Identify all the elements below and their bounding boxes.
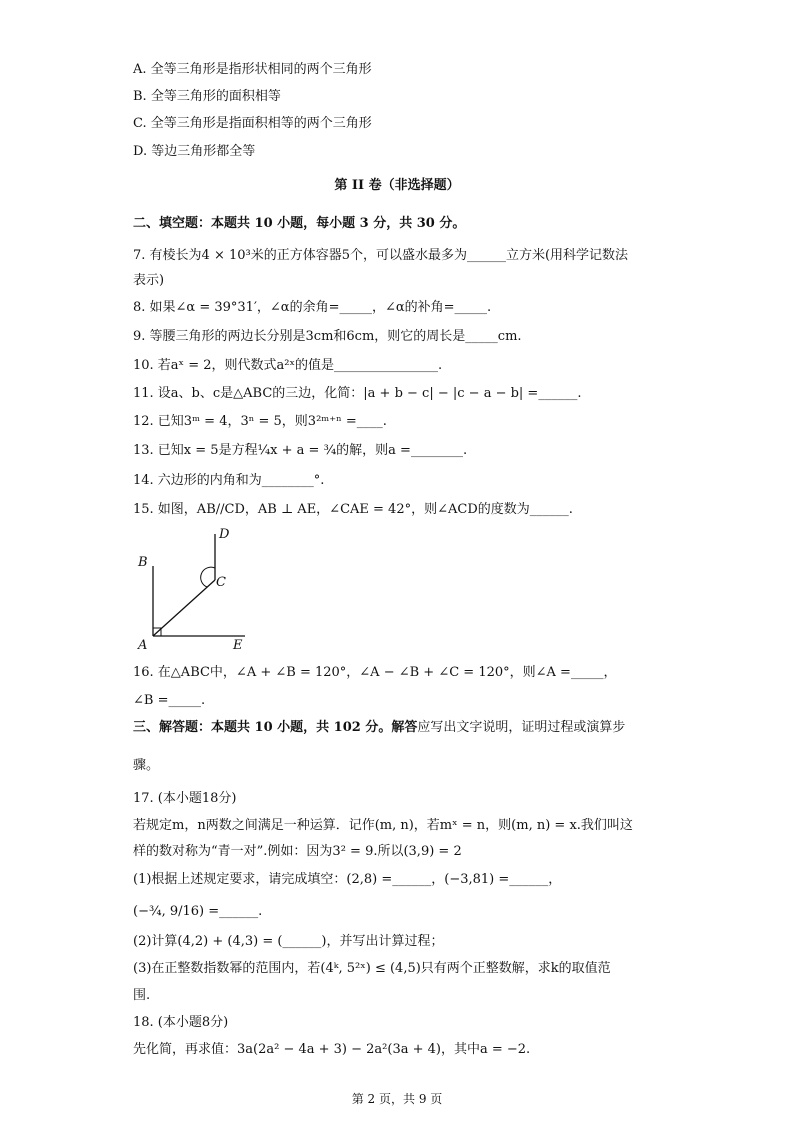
answer-section-header-line2: 骤。	[133, 758, 160, 773]
question-7-line2: 表示)	[133, 273, 165, 288]
segment-ac	[153, 580, 215, 636]
question-16-line2: ∠B =_____.	[133, 693, 206, 708]
question-12: 12. 已知3ᵐ = 4，3ⁿ = 5，则3²ᵐ⁺ⁿ =____.	[133, 414, 387, 429]
question-17-part3-line1: (3)在正整数指数幂的范围内，若(4ᵏ, 5²ˣ) ≤ (4,5)只有两个正整数解，求k的取值范	[133, 961, 611, 976]
page-footer: 第 2 页，共 9 页	[351, 1092, 443, 1106]
option-b: B. 全等三角形的面积相等	[133, 89, 281, 104]
question-11: 11. 设a、b、c是△ABC的三边，化简：|a + b − c| − |c − a − b| =______.	[133, 386, 582, 401]
fill-in-header: 二、填空题：本题共 10 小题，每小题 3 分，共 30 分。	[133, 216, 466, 231]
question-17-line2: 样的数对称为“青一对”.例如：因为3² = 9.所以(3,9) = 2	[133, 844, 462, 859]
option-d: D. 等边三角形都全等	[133, 144, 256, 159]
geometry-figure	[133, 528, 263, 654]
label-a: A	[138, 638, 148, 653]
question-17-part1: (1)根据上述规定要求，请完成填空：(2,8) =______，(−3,81) =______，	[133, 872, 562, 887]
question-18-title: 18. (本小题8分)	[133, 1015, 229, 1030]
question-13: 13. 已知x = 5是方程¼x + a = ¾的解，则a =________.	[133, 443, 468, 458]
question-17-part2: (2)计算(4,2) + (4,3) = (______)，并写出计算过程；	[133, 934, 444, 949]
question-14: 14. 六边形的内角和为________°.	[133, 473, 325, 488]
question-15: 15. 如图，AB//CD，AB ⊥ AE，∠CAE = 42°，则∠ACD的度数为______.	[133, 502, 573, 517]
option-c: C. 全等三角形是指面积相等的两个三角形	[133, 116, 372, 131]
angle-arc-c	[201, 567, 215, 587]
label-c: C	[216, 575, 226, 590]
label-b: B	[138, 555, 148, 570]
question-8: 8. 如果∠α = 39°31′，∠α的余角=_____，∠α的补角=_____.	[133, 300, 492, 315]
option-a: A. 全等三角形是指形状相同的两个三角形	[133, 62, 372, 77]
question-17-part3-line2: 围.	[133, 988, 151, 1003]
question-9: 9. 等腰三角形的两边长分别是3cm和6cm，则它的周长是_____cm.	[133, 329, 522, 344]
question-17-line1: 若规定m，n两数之间满足一种运算．记作(m, n)，若mˣ = n，则(m, n) = x.我们叫这	[133, 818, 633, 833]
question-17-title: 17. (本小题18分)	[133, 791, 237, 806]
question-18-line1: 先化简，再求值：3a(2a² − 4a + 3) − 2a²(3a + 4)，其中a = −2.	[133, 1042, 531, 1057]
question-16-line1: 16. 在△ABC中，∠A + ∠B = 120°，∠A − ∠B + ∠C = 120°，则∠A =_____，	[133, 665, 617, 680]
question-10: 10. 若aˣ = 2，则代数式a²ˣ的值是________________.	[133, 358, 443, 373]
answer-header-rest: 应写出文字说明，证明过程或演算步	[417, 720, 626, 735]
section-title: 第 II 卷（非选择题）	[334, 178, 460, 193]
answer-section-header	[133, 719, 625, 737]
label-e: E	[233, 638, 243, 653]
question-7-line1: 7. 有棱长为4 × 10³米的正方体容器5个，可以盛水最多为______立方米(用科学记数法	[133, 248, 629, 263]
answer-header-bold: 三、解答题：本题共 10 小题，共 102 分。解答	[133, 720, 418, 735]
label-d: D	[219, 528, 230, 542]
question-17-part1b: (−¾, 9/16) =______.	[133, 904, 263, 919]
